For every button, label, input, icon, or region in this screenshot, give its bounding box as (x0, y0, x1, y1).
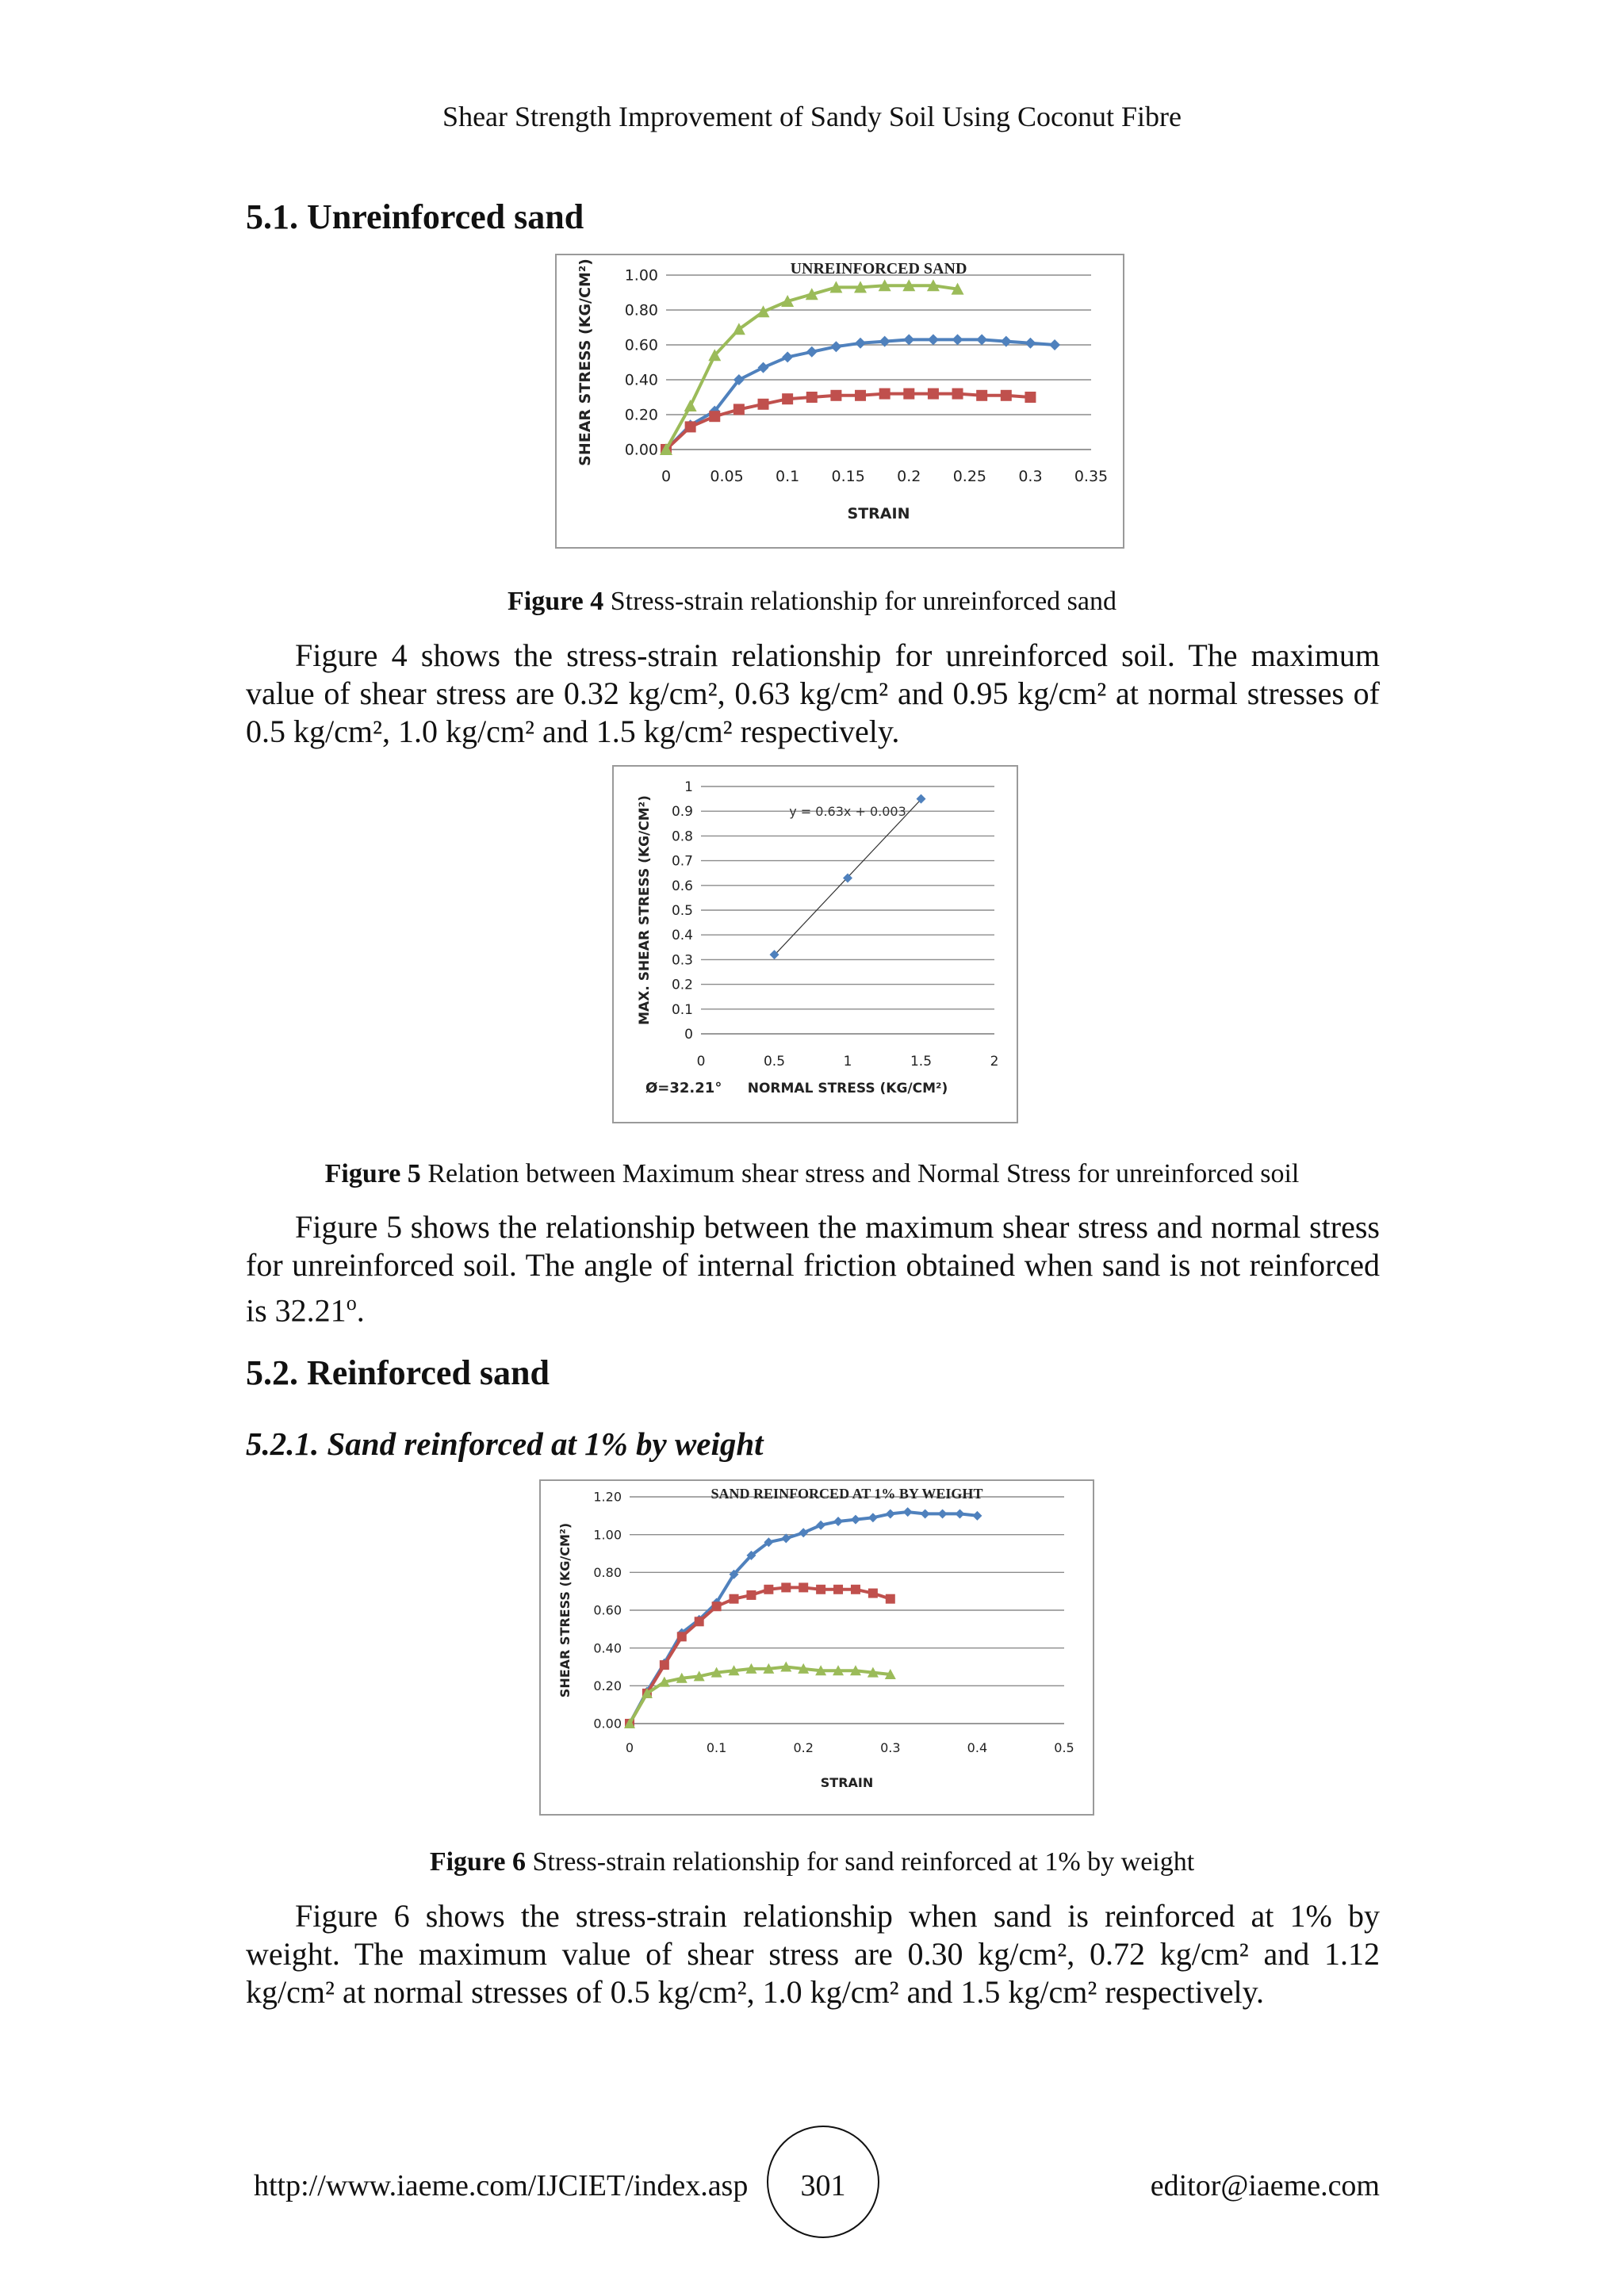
paragraph-2 (246, 1208, 1380, 1330)
series-2-point (730, 1594, 739, 1604)
series-2-point (1001, 390, 1012, 401)
series-1-point (855, 338, 866, 349)
y-tick-label: 0.60 (593, 1602, 622, 1618)
series-1-point (921, 1509, 930, 1518)
x-tick-label: 0.25 (952, 468, 987, 485)
series-1-point (955, 1509, 964, 1518)
figure-6-caption-label: Figure 6 (429, 1847, 527, 1877)
y-tick-label: 0.6 (671, 878, 693, 894)
x-tick-label: 0.4 (967, 1740, 988, 1755)
x-tick-label: 0.2 (897, 468, 921, 485)
series-1-point (816, 1521, 825, 1530)
series-1-point (917, 794, 926, 804)
series-2-point (816, 1585, 825, 1594)
series-2-point (851, 1585, 860, 1594)
x-tick-label: 0.3 (1018, 468, 1043, 485)
y-tick-label: 0.2 (671, 977, 693, 993)
figure-4-caption (0, 587, 1624, 617)
page-number: 301 (800, 2169, 846, 2202)
y-tick-label: 1.00 (624, 266, 658, 285)
series-2-point (746, 1590, 756, 1600)
chart-title: SAND REINFORCED AT 1% BY WEIGHT (710, 1486, 983, 1502)
series-1-point (903, 334, 914, 345)
x-tick-label: 0.3 (880, 1740, 901, 1755)
x-tick-label: 1 (843, 1054, 852, 1070)
series-1-point (886, 1509, 895, 1518)
series-2-point (928, 388, 939, 400)
y-tick-label: 0.9 (671, 804, 693, 821)
series-2-point (695, 1617, 704, 1626)
series-2-point (660, 1660, 669, 1670)
x-tick-label: 0.35 (1074, 468, 1109, 485)
section-heading-5-1: 5.1. Unreinforced sand (246, 197, 584, 236)
paragraph-3-text: Figure 6 shows the stress-strain relationship when sand is reinforced at 1% by weight. The maximum value of shear stress are 0.30 kg/cm², 0.72 kg/cm² and 1.12 kg/cm² at normal stresses of 0.5 kg/cm², 1.0 kg/cm² and 1.5 kg/cm² respectively. (246, 1898, 1380, 2010)
series-1-point (851, 1515, 860, 1525)
figure-5-chart (612, 765, 1018, 1123)
series-1-point (1049, 339, 1060, 350)
x-tick-label: 0.5 (1054, 1740, 1074, 1755)
x-tick-label: 0 (625, 1740, 634, 1755)
series-1-point (952, 334, 963, 345)
trendline-equation: y = 0.63x + 0.003 (789, 804, 906, 820)
paragraph-2-end: . (356, 1292, 365, 1329)
y-tick-label: 0.40 (624, 371, 658, 389)
x-tick-label: 0.1 (776, 468, 800, 485)
series-1-point (903, 1507, 913, 1517)
figure-4-caption-label: Figure 4 (508, 587, 604, 616)
y-tick-label: 0.40 (593, 1640, 622, 1656)
y-tick-label: 0.7 (671, 853, 693, 870)
x-tick-label: 0.2 (793, 1740, 814, 1755)
x-axis-label: STRAIN (820, 1775, 874, 1790)
series-2-point (782, 393, 793, 404)
y-tick-label: 1.20 (593, 1489, 622, 1505)
paragraph-1-text: Figure 4 shows the stress-strain relationship for unreinforced soil. The maximum value of shear stress are 0.32 kg/cm², 0.63 kg/cm² and 0.95 kg/cm² at normal stresses of 0.5 kg/cm², 1.0 kg/cm² and 1.5 kg/cm² respectively. (246, 637, 1380, 749)
figure-6-chart (539, 1479, 1094, 1816)
figure-5-svg (614, 767, 1017, 1122)
series-1-point (976, 334, 987, 345)
y-tick-label: 0.4 (671, 928, 693, 944)
x-tick-label: 1.5 (910, 1054, 933, 1070)
series-1-point (758, 362, 769, 373)
y-axis-label: SHEAR STRESS (KG/CM²) (576, 258, 594, 466)
x-tick-label: 0 (661, 468, 672, 485)
y-tick-label: 1 (684, 779, 693, 795)
figure-6-svg (541, 1481, 1093, 1814)
series-2-point (781, 1582, 791, 1592)
figure-5-caption-label: Figure 5 (324, 1159, 421, 1188)
running-header: Shear Strength Improvement of Sandy Soil Using Coconut Fibre (442, 101, 1182, 132)
friction-angle-annotation: Ø=32.21° (645, 1080, 722, 1096)
series-2-point (952, 388, 963, 400)
y-tick-label: 0.00 (593, 1716, 622, 1732)
series-2-point (685, 421, 696, 432)
series-2-point (677, 1632, 687, 1641)
series-2-point (1025, 392, 1036, 403)
series-2-point (709, 411, 720, 422)
y-axis-label: SHEAR STRESS (KG/CM²) (557, 1522, 573, 1698)
figure-5-caption-text: Relation between Maximum shear stress and Normal Stress for unreinforced soil (420, 1159, 1300, 1188)
series-2-point (903, 388, 914, 400)
series-2-point (830, 390, 841, 401)
y-tick-label: 1.00 (593, 1527, 622, 1543)
series-2-point (879, 388, 891, 400)
series-2-point (855, 390, 866, 401)
series-2-point (712, 1601, 722, 1611)
y-tick-label: 0.1 (671, 1001, 693, 1018)
series-3-point (684, 400, 697, 411)
series-2-point (806, 392, 818, 403)
series-line-1 (630, 1512, 977, 1724)
series-1-point (972, 1511, 982, 1521)
y-tick-label: 0.00 (624, 441, 658, 459)
series-2-point (733, 404, 745, 415)
series-2-point (976, 390, 987, 401)
x-axis-label: NORMAL STRESS (KG/CM²) (747, 1081, 948, 1096)
x-tick-label: 0.15 (831, 468, 865, 485)
series-1-point (928, 334, 939, 345)
y-tick-label: 0.60 (624, 336, 658, 354)
x-tick-label: 0.5 (763, 1054, 786, 1070)
paragraph-2-degree: o (346, 1292, 357, 1314)
y-tick-label: 0.20 (624, 406, 658, 424)
series-2-point (886, 1594, 895, 1604)
y-tick-label: 0.80 (624, 301, 658, 320)
series-1-point (868, 1513, 878, 1522)
series-1-point (1025, 338, 1036, 349)
figure-4-svg (557, 255, 1123, 547)
figure-4-chart (555, 254, 1124, 549)
y-tick-label: 0.80 (593, 1564, 622, 1580)
y-tick-label: 0.5 (671, 902, 693, 919)
paragraph-2-text: Figure 5 shows the relationship between the maximum shear stress and normal stress for unreinforced soil. The angle of internal friction obtained when sand is not reinforced is 32.21 (246, 1209, 1380, 1329)
chart-title: UNREINFORCED SAND (790, 260, 967, 277)
x-tick-label: 2 (990, 1054, 999, 1070)
series-1-point (830, 341, 841, 352)
x-tick-label: 0.1 (706, 1740, 727, 1755)
x-tick-label: 0 (696, 1054, 706, 1070)
y-axis-label: MAX. SHEAR STRESS (KG/CM²) (637, 795, 653, 1025)
y-tick-label: 0.3 (671, 952, 693, 969)
y-tick-label: 0 (684, 1026, 693, 1043)
subsection-heading-5-2-1: 5.2.1. Sand reinforced at 1% by weight (246, 1425, 764, 1462)
series-2-point (764, 1585, 773, 1594)
figure-5-caption (0, 1159, 1624, 1189)
footer-email[interactable]: editor@iaeme.com (1150, 2169, 1380, 2202)
footer-url[interactable]: http://www.iaeme.com/IJCIET/index.asp (254, 2169, 749, 2202)
paragraph-1 (246, 637, 1380, 751)
series-2-point (868, 1589, 878, 1598)
figure-6-caption (0, 1847, 1624, 1877)
x-tick-label: 0.05 (710, 468, 744, 485)
series-2-point (799, 1582, 808, 1592)
series-2-point (833, 1585, 843, 1594)
y-tick-label: 0.8 (671, 828, 693, 845)
y-tick-label: 0.20 (593, 1678, 622, 1693)
figure-4-caption-text: Stress-strain relationship for unreinforced sand (603, 587, 1116, 616)
x-axis-label: STRAIN (847, 505, 910, 522)
figure-6-caption-text: Stress-strain relationship for sand reinforced at 1% by weight (526, 1847, 1195, 1877)
series-line-2 (630, 1587, 891, 1724)
series-2-point (758, 399, 769, 410)
section-heading-5-2: 5.2. Reinforced sand (246, 1353, 550, 1392)
paragraph-3 (246, 1897, 1380, 2011)
series-1-point (833, 1517, 843, 1526)
series-1-point (938, 1509, 948, 1518)
series-1-point (806, 346, 818, 358)
series-1-point (782, 351, 793, 362)
series-1-point (799, 1528, 808, 1537)
